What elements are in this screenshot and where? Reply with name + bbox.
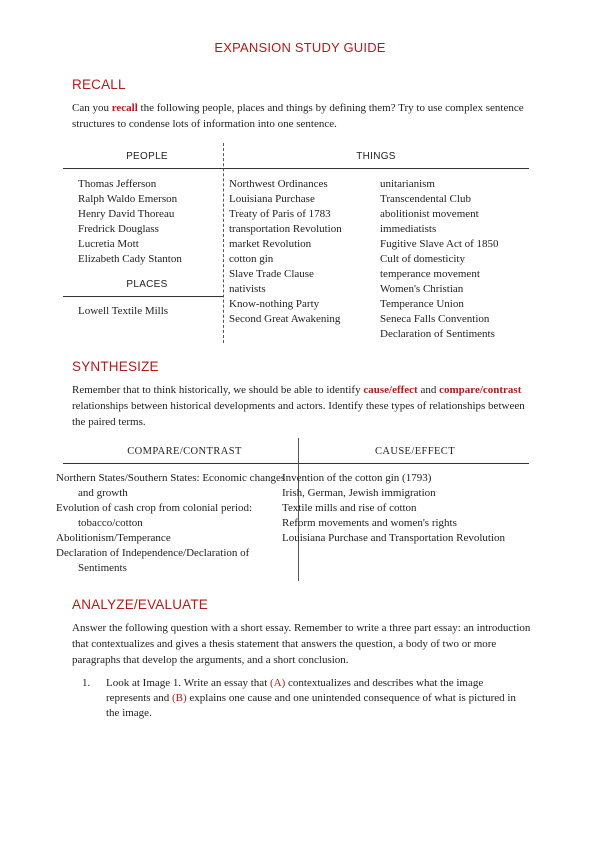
list-item: Fredrick Douglass — [78, 223, 159, 235]
recall-intro-text-2: the following people, places and things by defining them? Try to use complex sentence structures to condense lots of information into one sentence. — [72, 102, 524, 130]
list-item: Second Great Awakening — [229, 313, 341, 325]
list-item: cotton gin — [229, 253, 274, 265]
recall-column-divider — [223, 143, 224, 343]
list-item: Women's Christian — [380, 283, 464, 295]
list-item: Abolitionism/Temperance — [56, 532, 171, 544]
recall-keyword: recall — [111, 102, 138, 114]
recall-table-rule — [63, 168, 529, 169]
list-item: Know-nothing Party — [229, 298, 320, 310]
synthesize-heading: SYNTHESIZE — [72, 359, 159, 374]
recall-intro — [72, 100, 532, 132]
compare-contrast-list — [56, 471, 293, 576]
list-item: Thomas Jefferson — [78, 178, 157, 190]
list-item: abolitionist movement — [380, 208, 479, 220]
analyze-intro: Answer the following question with a short essay. Remember to write a three part essay: an introduction that contextualizes and gives a thesis statement that answers the question, a body of two or more paragraphs that develop the arguments, and a short conclusion. — [72, 622, 531, 666]
question-text-2: contextualizes and describes what the image represents and — [106, 677, 484, 704]
list-item: temperance movement — [380, 268, 480, 280]
things-list-col2 — [380, 177, 530, 342]
list-item: Lucretia Mott — [78, 238, 139, 250]
list-item: Invention of the cotton gin (1793) — [282, 472, 432, 484]
list-item: Ralph Waldo Emerson — [78, 193, 178, 205]
synthesize-text-1: Remember that to think historically, we should be able to identify — [72, 384, 364, 396]
part-b-marker: (B) — [171, 692, 187, 704]
places-rule — [63, 296, 223, 297]
list-item: Lowell Textile Mills — [78, 305, 169, 317]
synthesize-text-3: relationships between historical developments and actors. Identify these types of relationships between the paired terms. — [72, 400, 525, 428]
list-item: market Revolution — [229, 238, 312, 250]
places-list — [78, 304, 218, 319]
cause-effect-header: CAUSE/EFFECT — [374, 446, 456, 457]
list-item: Northwest Ordinances — [229, 178, 328, 190]
list-item: Irish, German, Jewish immigration — [282, 487, 436, 499]
list-item: unitarianism — [380, 178, 435, 190]
list-item: Louisiana Purchase and Transportation Revolution — [282, 532, 506, 544]
list-item: Elizabeth Cady Stanton — [78, 253, 182, 265]
cause-effect-list — [282, 471, 530, 546]
list-item: Seneca Falls Convention — [380, 313, 490, 325]
synthesize-text-2: and — [417, 384, 440, 396]
document-title: EXPANSION STUDY GUIDE — [214, 40, 386, 55]
list-item: Declaration of Independence/Declaration of Sentiments — [56, 547, 250, 574]
list-item: transportation Revolution — [229, 223, 342, 235]
places-header: PLACES — [126, 279, 168, 290]
question-text-1: Look at Image 1. Write an essay that — [106, 677, 270, 689]
list-item: Treaty of Paris of 1783 — [229, 208, 331, 220]
list-item: nativists — [229, 283, 266, 295]
list-item: Transcendental Club — [380, 193, 471, 205]
list-item: Louisiana Purchase — [229, 193, 315, 205]
synthesize-intro — [72, 382, 532, 430]
list-item: Temperance Union — [380, 298, 464, 310]
things-list-col1 — [229, 177, 379, 327]
list-item: Reform movements and women's rights — [282, 517, 457, 529]
recall-heading: RECALL — [72, 77, 126, 92]
list-item: Slave Trade Clause — [229, 268, 314, 280]
list-item: Henry David Thoreau — [78, 208, 175, 220]
people-header: PEOPLE — [126, 151, 168, 162]
list-item: Textile mills and rise of cotton — [282, 502, 417, 514]
list-item: Northern States/Southern States: Economic changes and growth — [56, 472, 286, 499]
people-list — [78, 177, 218, 267]
recall-intro-text: Can you — [72, 102, 112, 114]
compare-contrast-keyword: compare/contrast — [439, 384, 522, 396]
list-item: Cult of domesticity — [380, 253, 465, 265]
question-number: 1. — [82, 677, 91, 689]
part-a-marker: (A) — [270, 677, 286, 689]
things-header: THINGS — [356, 151, 396, 162]
list-item: Declaration of Sentiments — [380, 328, 495, 340]
analyze-heading: ANALYZE/EVALUATE — [72, 597, 208, 612]
synthesize-table-rule — [63, 463, 529, 464]
list-item: immediatists — [380, 223, 437, 235]
question-text — [106, 676, 524, 721]
question-text-3: explains one cause and one unintended consequence of what is pictured in the image. — [106, 692, 516, 719]
compare-contrast-header: COMPARE/CONTRAST — [127, 446, 242, 457]
cause-effect-keyword: cause/effect — [363, 384, 418, 396]
list-item: Fugitive Slave Act of 1850 — [380, 238, 499, 250]
list-item: Evolution of cash crop from colonial period: tobacco/cotton — [56, 502, 253, 529]
